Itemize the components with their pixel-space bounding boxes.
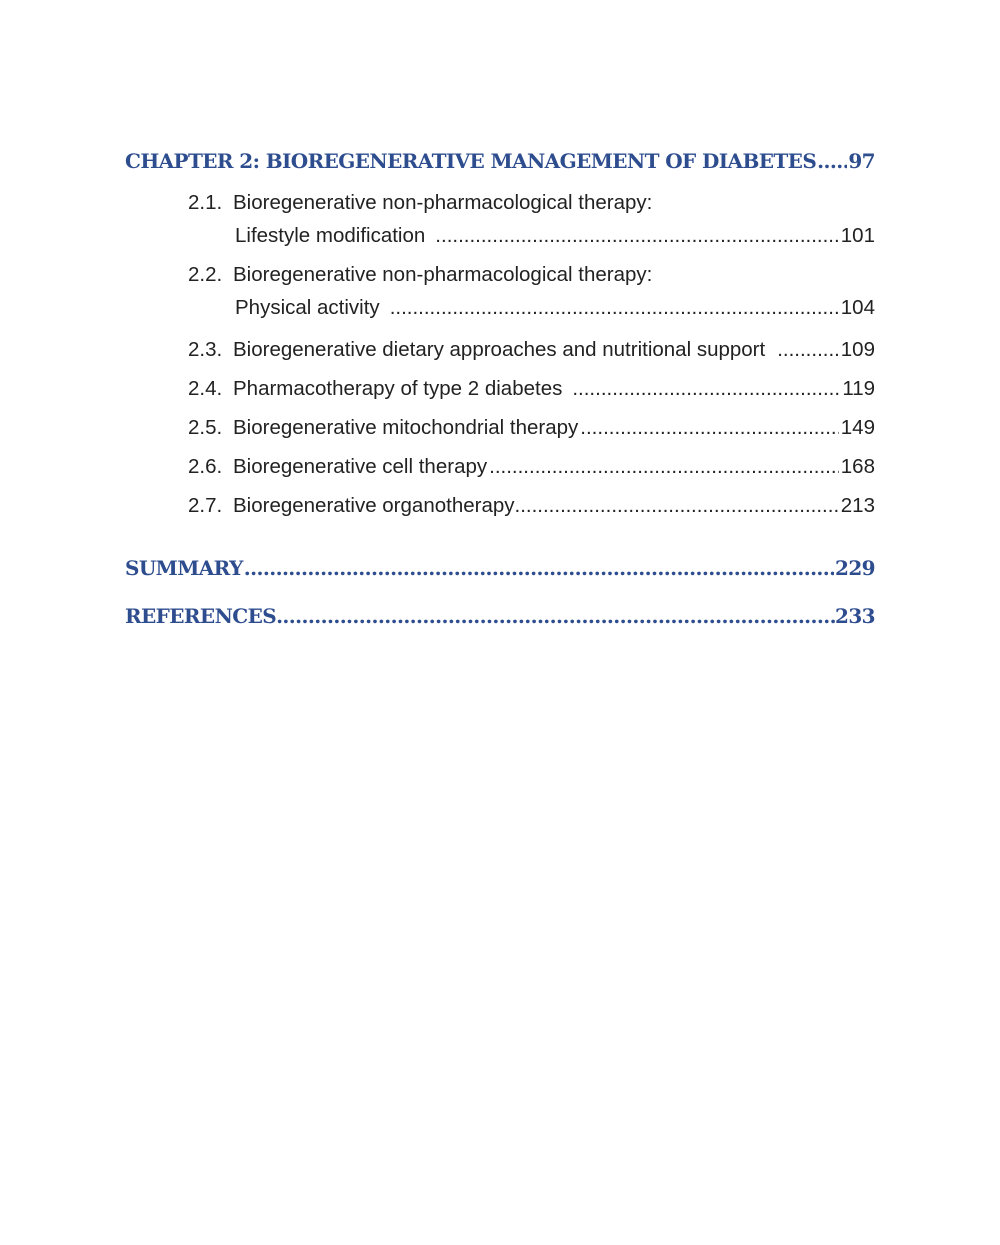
section-title: Bioregenerative dietary approaches and nutritional support [233, 338, 766, 361]
references-page-number: 233 [835, 604, 875, 628]
dot-leader [276, 597, 835, 635]
summary-title: SUMMARY [125, 556, 243, 580]
section-page-number: 109 [840, 338, 875, 361]
section-title: Pharmacotherapy of type 2 diabetes [233, 377, 563, 400]
table-of-contents [125, 142, 875, 635]
section-number: 2.4. [188, 377, 223, 400]
dot-leader [580, 408, 839, 447]
section-title-line2: Lifestyle modification [235, 224, 426, 247]
section-number: 2.6. [188, 455, 223, 478]
dot-leader [489, 447, 839, 486]
toc-section-entry-2-7[interactable] [188, 486, 875, 525]
summary-page-number: 229 [835, 556, 875, 580]
section-page-number: 104 [840, 296, 875, 319]
chapter-page-number: 97 [848, 149, 875, 173]
section-number: 2.5. [188, 416, 223, 439]
section-title: Bioregenerative mitochondrial therapy [233, 416, 579, 439]
toc-section-entry-2-1[interactable] [188, 186, 875, 252]
section-number: 2.7. [188, 494, 223, 517]
references-title: REFERENCES [125, 604, 277, 628]
dot-leader [572, 369, 840, 408]
toc-section-entry-2-4[interactable] [188, 369, 875, 408]
section-page-number: 149 [840, 416, 875, 439]
toc-summary-entry[interactable] [125, 549, 875, 587]
dot-leader [817, 142, 847, 180]
section-number: 2.2. [188, 263, 223, 286]
dot-leader [244, 549, 834, 587]
toc-section-entry-2-6[interactable] [188, 447, 875, 486]
section-title-line1: Bioregenerative non-pharmacological therapy: [233, 263, 653, 286]
section-page-number: 119 [842, 377, 875, 400]
dot-leader [435, 219, 838, 252]
section-title-line2: Physical activity [235, 296, 380, 319]
toc-section-entry-2-3[interactable] [188, 330, 875, 369]
chapter-title: CHAPTER 2: BIOREGENERATIVE MANAGEMENT OF DIABETES [125, 149, 817, 173]
section-page-number: 168 [840, 455, 875, 478]
toc-chapter-entry[interactable] [125, 142, 875, 180]
section-number: 2.3. [188, 338, 223, 361]
section-page-number: 213 [840, 494, 875, 517]
toc-section-entry-2-5[interactable] [188, 408, 875, 447]
dot-leader [515, 486, 839, 525]
section-title: Bioregenerative cell therapy [233, 455, 488, 478]
dot-leader [777, 330, 839, 369]
toc-references-entry[interactable] [125, 597, 875, 635]
dot-leader [390, 291, 839, 324]
section-title: Bioregenerative organotherapy [233, 494, 515, 517]
section-title-line1: Bioregenerative non-pharmacological therapy: [233, 191, 653, 214]
section-number: 2.1. [188, 191, 223, 214]
section-page-number: 101 [840, 224, 875, 247]
toc-section-entry-2-2[interactable] [188, 258, 875, 324]
